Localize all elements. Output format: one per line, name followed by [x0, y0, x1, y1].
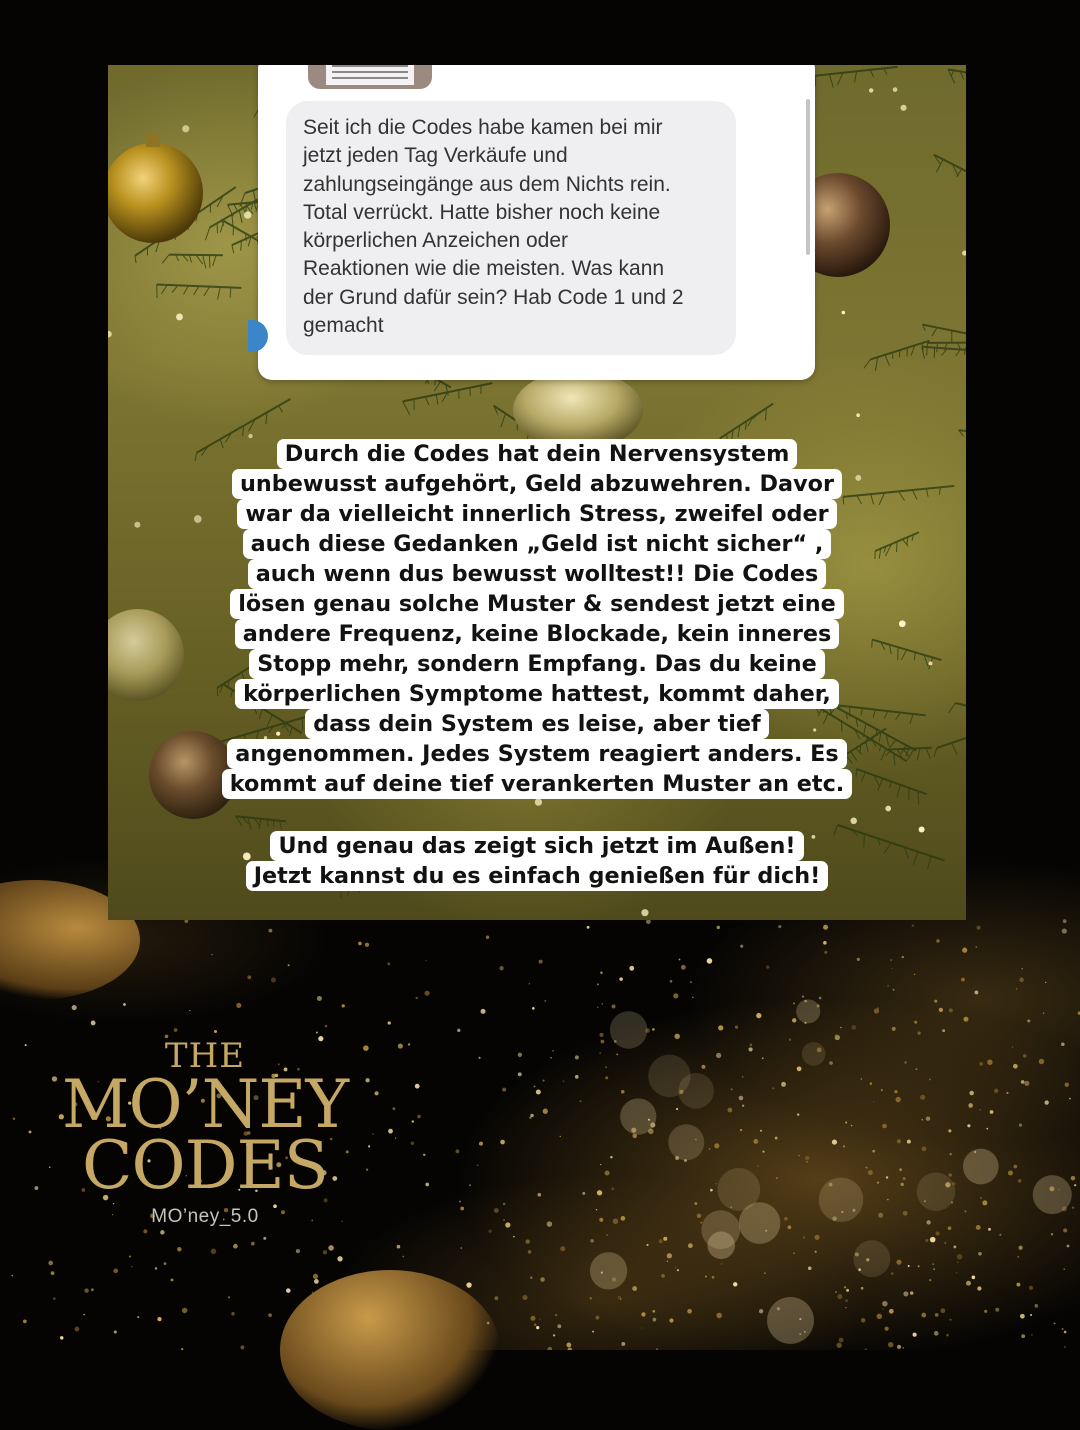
message-line: jetzt jeden Tag Verkäufe und — [303, 142, 720, 170]
caption-line: war da vielleicht innerlich Stress, zweifel oder — [237, 499, 836, 529]
message-line: der Grund dafür sein? Hab Code 1 und 2 — [303, 284, 720, 312]
chat-screenshot-card — [258, 65, 815, 380]
christmas-tree-photo — [108, 65, 966, 920]
caption-line: andere Frequenz, keine Blockade, kein inneres — [235, 619, 840, 649]
reply-caption — [108, 439, 966, 799]
gold-bauble-decoration — [280, 1270, 500, 1430]
attachment-thumbnail[interactable] — [308, 65, 432, 89]
message-line: körperlichen Anzeichen oder — [303, 227, 720, 255]
caption-line: körperlichen Symptome hattest, kommt daher, — [235, 679, 839, 709]
logo-line-the: THE — [40, 1038, 370, 1074]
caption-line: Und genau das zeigt sich jetzt im Außen! — [270, 831, 803, 861]
caption-line: kommt auf deine tief verankerten Muster an etc. — [222, 769, 853, 799]
brand-tagline: MO’ney_5.0 — [40, 1206, 370, 1228]
caption-line: angenommen. Jedes System reagiert anders. Es — [227, 739, 846, 769]
caption-line: unbewusst aufgehört, Geld abzuwehren. Davor — [232, 469, 842, 499]
message-line: Seit ich die Codes habe kamen bei mir — [303, 114, 720, 142]
caption-line: auch wenn dus bewusst wolltest!! Die Codes — [248, 559, 826, 589]
logo-line-money: MO’NEY — [40, 1074, 370, 1136]
message-line: gemacht — [303, 312, 720, 340]
caption-line: dass dein System es leise, aber tief — [305, 709, 769, 739]
message-bubble — [286, 101, 736, 355]
scrollbar[interactable] — [806, 99, 810, 255]
caption-line: Stopp mehr, sondern Empfang. Das du keine — [249, 649, 825, 679]
message-line: zahlungseingänge aus dem Nichts rein. — [303, 171, 720, 199]
logo-line-codes: CODES — [40, 1136, 370, 1196]
message-line: Total verrückt. Hatte bisher noch keine — [303, 199, 720, 227]
caption-line: auch diese Gedanken „Geld ist nicht sicher“ , — [243, 529, 832, 559]
caption-line: Durch die Codes hat dein Nervensystem — [277, 439, 798, 469]
brand-logo — [40, 1038, 370, 1228]
caption-line: lösen genau solche Muster & sendest jetzt eine — [230, 589, 844, 619]
caption-line: Jetzt kannst du es einfach genießen für dich! — [246, 861, 829, 891]
closing-caption — [108, 831, 966, 891]
message-line: Reaktionen wie die meisten. Was kann — [303, 255, 720, 283]
